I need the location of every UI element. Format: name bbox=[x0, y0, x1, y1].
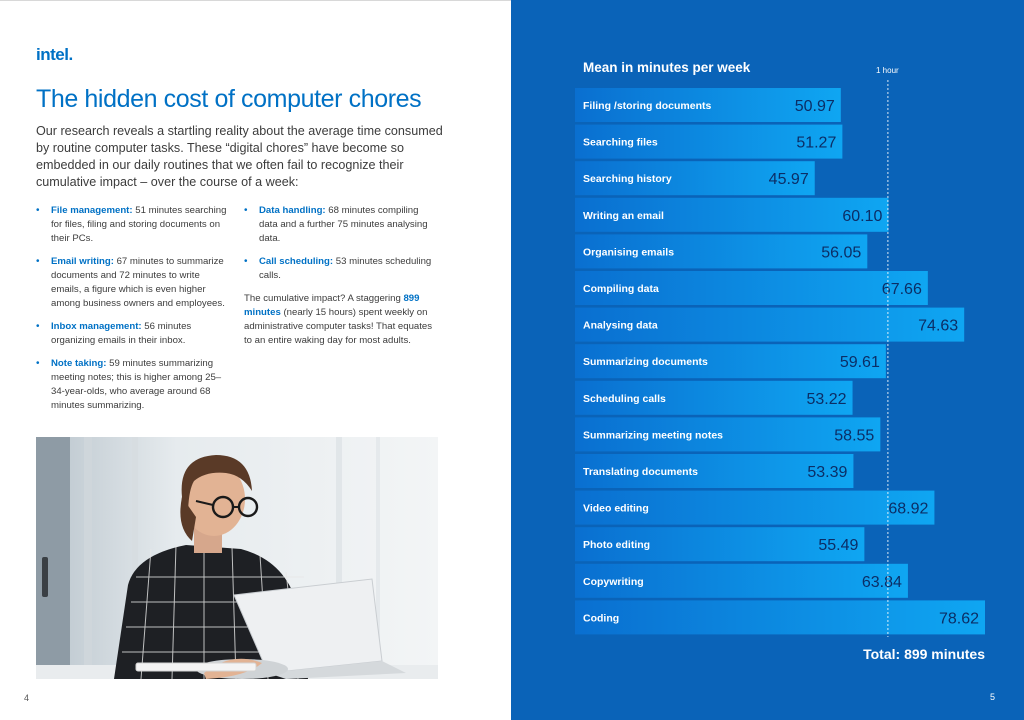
bullet-text: 68 minutes compiling data and a further 75 minutes analysing data. bbox=[259, 205, 428, 244]
value-label: 56.05 bbox=[821, 244, 862, 262]
category-label: Writing an email bbox=[583, 209, 664, 222]
value-label: 45.97 bbox=[768, 171, 809, 189]
category-label: Filing /storing documents bbox=[583, 100, 712, 112]
bullet-title: Inbox management: bbox=[51, 321, 142, 332]
category-label: Analysing data bbox=[583, 319, 658, 332]
intel-logo: intel. bbox=[36, 45, 73, 64]
category-label: Scheduling calls bbox=[583, 392, 666, 405]
value-label: 68.92 bbox=[888, 500, 929, 518]
category-label: Photo editing bbox=[583, 539, 651, 552]
bullet-text: 67 minutes to summarize documents and 72 minutes to write emails, a figure which is even higher among business owners and employees. bbox=[51, 256, 225, 309]
page-title: The hidden cost of computer chores bbox=[36, 85, 422, 113]
chart-title: Mean in minutes per week bbox=[583, 60, 751, 75]
bullet-text: 53 minutes scheduling calls. bbox=[259, 256, 432, 281]
bullet-title: Note taking: bbox=[51, 358, 107, 369]
bullet-text: 56 minutes organizing emails in their inbox. bbox=[51, 321, 192, 346]
summary-post: (nearly 15 hours) spent weekly on administrative computer tasks! That equates to an entire waking day for most adults. bbox=[244, 307, 433, 346]
intro-paragraph: Our research reveals a startling reality about the average time consumed by routine computer tasks. These “digital chores” have become so embedded in our daily routines that we often fail to recognize their cumulative impact – over the course of a week: bbox=[36, 124, 443, 189]
value-label: 74.63 bbox=[918, 317, 959, 335]
bullet-text: 51 minutes searching for files, filing and storing documents on their PCs. bbox=[51, 205, 227, 244]
bullet-title: Email writing: bbox=[51, 256, 114, 267]
value-label: 50.97 bbox=[794, 98, 835, 115]
value-label: 67.66 bbox=[881, 281, 922, 298]
bar bbox=[575, 600, 985, 634]
category-label: Summarizing meeting notes bbox=[583, 429, 724, 442]
value-label: 53.39 bbox=[807, 464, 848, 481]
bullet-text: 59 minutes summarizing meeting notes; this is higher among 25–34-year-olds, who average around 68 minutes summarizing. bbox=[51, 358, 222, 411]
page-number-left: 4 bbox=[24, 693, 30, 703]
summary-pre: The cumulative impact? A staggering bbox=[244, 293, 404, 304]
bars-layer bbox=[575, 80, 985, 637]
value-label: 60.10 bbox=[842, 207, 883, 225]
bullet-title: File management: bbox=[51, 205, 133, 216]
value-label: 63.84 bbox=[861, 573, 902, 591]
value-label: 78.62 bbox=[938, 610, 979, 628]
bullet-title: Data handling: bbox=[259, 205, 326, 216]
category-label: Compiling data bbox=[583, 283, 659, 295]
category-label: Organising emails bbox=[583, 246, 675, 259]
category-label: Searching files bbox=[583, 136, 658, 149]
category-label: Video editing bbox=[583, 502, 649, 515]
reference-line-label: 1 hour bbox=[876, 66, 899, 75]
category-label: Translating documents bbox=[583, 466, 698, 478]
value-label: 51.27 bbox=[796, 134, 837, 152]
bullet-title: Call scheduling: bbox=[259, 256, 334, 267]
category-label: Copywriting bbox=[583, 575, 644, 588]
category-label: Searching history bbox=[583, 173, 672, 186]
category-label: Summarizing documents bbox=[583, 356, 708, 369]
value-label: 58.55 bbox=[834, 427, 875, 445]
category-label: Coding bbox=[583, 612, 620, 625]
value-label: 53.22 bbox=[806, 390, 847, 408]
summary-highlight: 899 minutes bbox=[244, 293, 420, 318]
page-number-right: 5 bbox=[989, 692, 995, 702]
chart-total: Total: 899 minutes bbox=[863, 646, 985, 662]
value-label: 55.49 bbox=[818, 537, 859, 555]
value-label: 59.61 bbox=[839, 354, 880, 372]
